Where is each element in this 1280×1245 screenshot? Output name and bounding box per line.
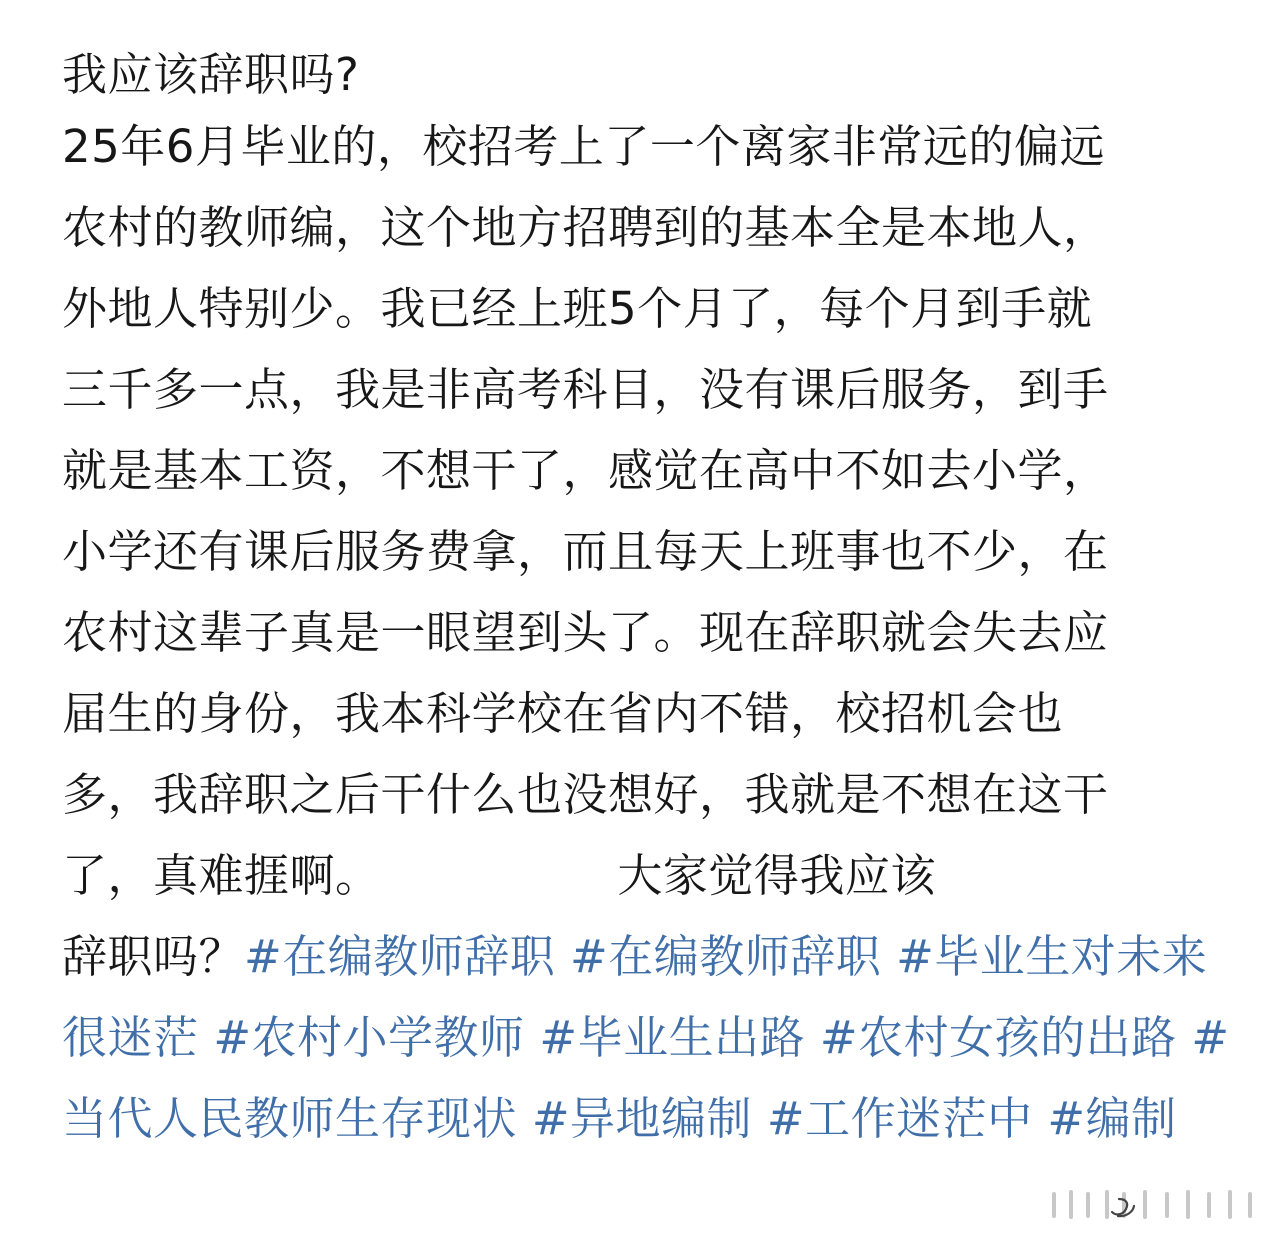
- hashtag-rural-girl-future[interactable]: #农村女孩的出路: [819, 1011, 1177, 1064]
- hashtag-remote-staffing[interactable]: #异地编制: [531, 1092, 753, 1145]
- post-title: 我应该辞职吗?: [62, 48, 360, 101]
- body-line-4: 三千多一点，我是非高考科目，没有课后服务，到手: [62, 363, 1109, 416]
- body-line-7: 农村这辈子真是一眼望到头了。现在辞职就会失去应: [62, 606, 1109, 659]
- body-line-5: 就是基本工资，不想干了，感觉在高中不如去小学，: [62, 444, 1109, 497]
- hashtag-teacher-resign-repeat[interactable]: #在编教师辞职: [570, 930, 882, 983]
- hashtag-graduate-confused[interactable]: #毕业生对未来很迷茫: [62, 930, 1208, 1064]
- body-line-6: 小学还有课后服务费拿，而且每天上班事也不少，在: [62, 525, 1109, 578]
- hashtag-rural-primary-teacher[interactable]: #农村小学教师: [213, 1011, 525, 1064]
- body-line-8: 届生的身份，我本科学校在省内不错，校招机会也: [62, 687, 1064, 740]
- body-line-10: 了，真难捱啊。 大家觉得我应该: [62, 849, 936, 902]
- post-body: [62, 106, 1232, 1159]
- post-content: [62, 44, 1232, 1159]
- body-line-9: 多，我辞职之后干什么也没想好，我就是不想在这干: [62, 768, 1109, 821]
- hashtag-teacher-living-status[interactable]: #当代人民教师生存现状: [62, 1011, 1230, 1145]
- hashtag-teacher-resign[interactable]: #在编教师辞职: [244, 930, 556, 983]
- body-last-text: 辞职吗？: [62, 930, 245, 983]
- hashtag-graduate-career[interactable]: #毕业生出路: [539, 1011, 806, 1064]
- body-line-2: 农村的教师编，这个地方招聘到的基本全是本地人，: [62, 201, 1109, 254]
- hashtag-staffing[interactable]: #编制: [1047, 1092, 1177, 1145]
- body-line-1: 25年6月毕业的，校招考上了一个离家非常远的偏远: [62, 120, 1105, 173]
- watermark-logo-icon: [1046, 1186, 1258, 1226]
- hashtag-work-confused[interactable]: #工作迷茫中: [766, 1092, 1033, 1145]
- body-line-3: 外地人特别少。我已经上班5个月了，每个月到手就: [62, 282, 1093, 335]
